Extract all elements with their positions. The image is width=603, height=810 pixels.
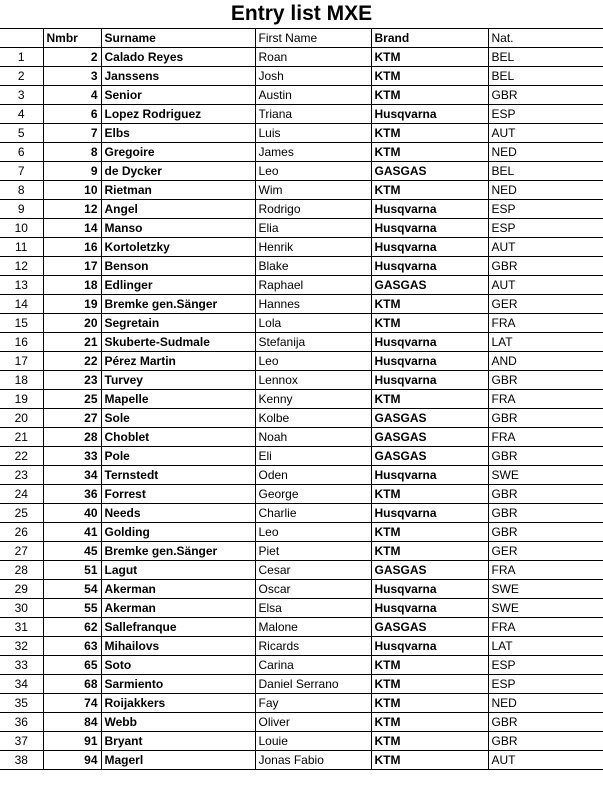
rider-number: 55: [43, 599, 101, 618]
rider-first-name: Leo: [255, 352, 371, 371]
table-row: [0, 238, 603, 257]
rider-surname: Lopez Rodriguez: [101, 105, 255, 124]
rider-nationality: FRA: [488, 561, 603, 580]
row-index: 33: [0, 656, 43, 675]
rider-number: 10: [43, 181, 101, 200]
rider-number: 7: [43, 124, 101, 143]
table-row: [0, 371, 603, 390]
row-index: 27: [0, 542, 43, 561]
rider-surname: Turvey: [101, 371, 255, 390]
rider-number: 2: [43, 48, 101, 67]
rider-brand: KTM: [371, 694, 488, 713]
table-row: [0, 504, 603, 523]
rider-brand: KTM: [371, 675, 488, 694]
table-row: [0, 124, 603, 143]
rider-brand: GASGAS: [371, 447, 488, 466]
rider-surname: Calado Reyes: [101, 48, 255, 67]
header-first-name: First Name: [255, 29, 371, 48]
rider-nationality: SWE: [488, 466, 603, 485]
table-row: [0, 751, 603, 770]
rider-surname: Bryant: [101, 732, 255, 751]
rider-first-name: Leo: [255, 523, 371, 542]
table-row: [0, 637, 603, 656]
rider-surname: Sallefranque: [101, 618, 255, 637]
row-index: 19: [0, 390, 43, 409]
rider-first-name: Louie: [255, 732, 371, 751]
header-surname: Surname: [101, 29, 255, 48]
rider-brand: KTM: [371, 295, 488, 314]
rider-nationality: GBR: [488, 447, 603, 466]
table-row: [0, 67, 603, 86]
rider-number: 18: [43, 276, 101, 295]
rider-number: 22: [43, 352, 101, 371]
rider-surname: Akerman: [101, 599, 255, 618]
rider-first-name: Oliver: [255, 713, 371, 732]
rider-first-name: Daniel Serrano: [255, 675, 371, 694]
rider-number: 9: [43, 162, 101, 181]
rider-nationality: FRA: [488, 314, 603, 333]
rider-first-name: Rodrigo: [255, 200, 371, 219]
row-index: 32: [0, 637, 43, 656]
rider-first-name: Lola: [255, 314, 371, 333]
rider-nationality: GER: [488, 542, 603, 561]
row-index: 6: [0, 143, 43, 162]
rider-first-name: Malone: [255, 618, 371, 637]
table-row: [0, 143, 603, 162]
rider-nationality: ESP: [488, 219, 603, 238]
rider-brand: Husqvarna: [371, 105, 488, 124]
rider-surname: Golding: [101, 523, 255, 542]
rider-number: 40: [43, 504, 101, 523]
table-row: [0, 561, 603, 580]
rider-surname: Choblet: [101, 428, 255, 447]
table-row: [0, 713, 603, 732]
rider-brand: KTM: [371, 523, 488, 542]
rider-brand: KTM: [371, 751, 488, 770]
rider-nationality: AND: [488, 352, 603, 371]
rider-nationality: GBR: [488, 257, 603, 276]
rider-nationality: AUT: [488, 238, 603, 257]
row-index: 12: [0, 257, 43, 276]
rider-nationality: GBR: [488, 523, 603, 542]
rider-first-name: Wim: [255, 181, 371, 200]
rider-brand: Husqvarna: [371, 371, 488, 390]
rider-first-name: Josh: [255, 67, 371, 86]
rider-number: 12: [43, 200, 101, 219]
rider-surname: Skuberte-Sudmale: [101, 333, 255, 352]
rider-surname: Benson: [101, 257, 255, 276]
rider-surname: Mihailovs: [101, 637, 255, 656]
rider-nationality: BEL: [488, 67, 603, 86]
rider-first-name: Eli: [255, 447, 371, 466]
rider-surname: Sole: [101, 409, 255, 428]
rider-number: 33: [43, 447, 101, 466]
rider-number: 51: [43, 561, 101, 580]
table-row: [0, 105, 603, 124]
rider-nationality: NED: [488, 181, 603, 200]
row-index: 23: [0, 466, 43, 485]
table-row: [0, 580, 603, 599]
rider-surname: Akerman: [101, 580, 255, 599]
row-index: 30: [0, 599, 43, 618]
rider-surname: Soto: [101, 656, 255, 675]
rider-number: 91: [43, 732, 101, 751]
rider-surname: Ternstedt: [101, 466, 255, 485]
rider-nationality: LAT: [488, 333, 603, 352]
row-index: 5: [0, 124, 43, 143]
rider-nationality: SWE: [488, 580, 603, 599]
rider-brand: GASGAS: [371, 618, 488, 637]
rider-nationality: AUT: [488, 751, 603, 770]
rider-number: 68: [43, 675, 101, 694]
rider-surname: Angel: [101, 200, 255, 219]
table-row: [0, 447, 603, 466]
rider-brand: GASGAS: [371, 561, 488, 580]
row-index: 25: [0, 504, 43, 523]
rider-nationality: GBR: [488, 504, 603, 523]
rider-surname: Gregoire: [101, 143, 255, 162]
rider-surname: Magerl: [101, 751, 255, 770]
rider-nationality: GBR: [488, 86, 603, 105]
table-row: [0, 257, 603, 276]
table-row: [0, 48, 603, 67]
rider-nationality: BEL: [488, 48, 603, 67]
rider-brand: Husqvarna: [371, 333, 488, 352]
rider-surname: Bremke gen.Sänger: [101, 295, 255, 314]
rider-brand: Husqvarna: [371, 238, 488, 257]
header-row: [0, 29, 603, 48]
table-row: [0, 276, 603, 295]
rider-brand: GASGAS: [371, 276, 488, 295]
rider-first-name: James: [255, 143, 371, 162]
row-index: 4: [0, 105, 43, 124]
row-index: 13: [0, 276, 43, 295]
rider-first-name: Blake: [255, 257, 371, 276]
row-index: 18: [0, 371, 43, 390]
rider-surname: Forrest: [101, 485, 255, 504]
rider-first-name: Triana: [255, 105, 371, 124]
rider-first-name: Elia: [255, 219, 371, 238]
table-row: [0, 523, 603, 542]
rider-surname: Needs: [101, 504, 255, 523]
rider-first-name: Noah: [255, 428, 371, 447]
rider-nationality: BEL: [488, 162, 603, 181]
rider-number: 34: [43, 466, 101, 485]
table-row: [0, 219, 603, 238]
table-row: [0, 314, 603, 333]
rider-number: 28: [43, 428, 101, 447]
rider-number: 6: [43, 105, 101, 124]
rider-first-name: Ricards: [255, 637, 371, 656]
table-row: [0, 86, 603, 105]
rider-brand: Husqvarna: [371, 504, 488, 523]
rider-number: 74: [43, 694, 101, 713]
table-row: [0, 352, 603, 371]
row-index: 16: [0, 333, 43, 352]
rider-number: 36: [43, 485, 101, 504]
rider-first-name: Charlie: [255, 504, 371, 523]
page-title: Entry list MXE: [0, 0, 603, 29]
rider-number: 8: [43, 143, 101, 162]
rider-nationality: FRA: [488, 390, 603, 409]
rider-number: 84: [43, 713, 101, 732]
table-row: [0, 618, 603, 637]
rider-surname: Pérez Martin: [101, 352, 255, 371]
rider-first-name: Kolbe: [255, 409, 371, 428]
rider-first-name: Raphael: [255, 276, 371, 295]
rider-first-name: Roan: [255, 48, 371, 67]
rider-brand: GASGAS: [371, 428, 488, 447]
rider-nationality: ESP: [488, 200, 603, 219]
rider-nationality: FRA: [488, 428, 603, 447]
rider-number: 63: [43, 637, 101, 656]
rider-first-name: Leo: [255, 162, 371, 181]
row-index: 20: [0, 409, 43, 428]
table-row: [0, 485, 603, 504]
row-index: 29: [0, 580, 43, 599]
row-index: 1: [0, 48, 43, 67]
rider-first-name: Carina: [255, 656, 371, 675]
rider-first-name: Henrik: [255, 238, 371, 257]
rider-number: 94: [43, 751, 101, 770]
table-row: [0, 694, 603, 713]
rider-surname: Pole: [101, 447, 255, 466]
row-index: 9: [0, 200, 43, 219]
rider-nationality: GER: [488, 295, 603, 314]
rider-brand: KTM: [371, 542, 488, 561]
table-row: [0, 409, 603, 428]
rider-nationality: GBR: [488, 732, 603, 751]
rider-brand: KTM: [371, 390, 488, 409]
rider-first-name: Piet: [255, 542, 371, 561]
rider-first-name: Oscar: [255, 580, 371, 599]
rider-surname: Segretain: [101, 314, 255, 333]
rider-number: 17: [43, 257, 101, 276]
row-index: 8: [0, 181, 43, 200]
rider-number: 41: [43, 523, 101, 542]
table-row: [0, 732, 603, 751]
rider-number: 25: [43, 390, 101, 409]
row-index: 22: [0, 447, 43, 466]
row-index: 37: [0, 732, 43, 751]
rider-nationality: NED: [488, 694, 603, 713]
table-row: [0, 295, 603, 314]
rider-first-name: Hannes: [255, 295, 371, 314]
rider-first-name: Jonas Fabio: [255, 751, 371, 770]
table-row: [0, 162, 603, 181]
table-row: [0, 200, 603, 219]
rider-number: 62: [43, 618, 101, 637]
rider-first-name: Elsa: [255, 599, 371, 618]
rider-surname: Janssens: [101, 67, 255, 86]
rider-brand: Husqvarna: [371, 637, 488, 656]
rider-brand: KTM: [371, 143, 488, 162]
row-index: 36: [0, 713, 43, 732]
rider-first-name: Oden: [255, 466, 371, 485]
rider-first-name: Luis: [255, 124, 371, 143]
rider-brand: Husqvarna: [371, 580, 488, 599]
rider-surname: Bremke gen.Sänger: [101, 542, 255, 561]
rider-number: 65: [43, 656, 101, 675]
table-row: [0, 466, 603, 485]
rider-number: 45: [43, 542, 101, 561]
row-index: 3: [0, 86, 43, 105]
table-row: [0, 428, 603, 447]
row-index: 2: [0, 67, 43, 86]
rider-nationality: FRA: [488, 618, 603, 637]
rider-number: 23: [43, 371, 101, 390]
rider-number: 21: [43, 333, 101, 352]
rider-surname: Mapelle: [101, 390, 255, 409]
rider-brand: Husqvarna: [371, 200, 488, 219]
rider-first-name: Fay: [255, 694, 371, 713]
rider-nationality: GBR: [488, 713, 603, 732]
rider-nationality: GBR: [488, 485, 603, 504]
rider-surname: Webb: [101, 713, 255, 732]
rider-number: 27: [43, 409, 101, 428]
rider-surname: Lagut: [101, 561, 255, 580]
header-index: [0, 29, 43, 48]
rider-brand: Husqvarna: [371, 599, 488, 618]
rider-brand: GASGAS: [371, 162, 488, 181]
row-index: 15: [0, 314, 43, 333]
rider-nationality: GBR: [488, 409, 603, 428]
rider-surname: de Dycker: [101, 162, 255, 181]
rider-brand: KTM: [371, 124, 488, 143]
rider-brand: KTM: [371, 67, 488, 86]
rider-first-name: Stefanija: [255, 333, 371, 352]
rider-brand: KTM: [371, 485, 488, 504]
rider-first-name: Austin: [255, 86, 371, 105]
rider-nationality: NED: [488, 143, 603, 162]
rider-brand: Husqvarna: [371, 352, 488, 371]
header-number: Nmbr: [43, 29, 101, 48]
rider-surname: Senior: [101, 86, 255, 105]
rider-number: 54: [43, 580, 101, 599]
rider-surname: Elbs: [101, 124, 255, 143]
rider-brand: KTM: [371, 732, 488, 751]
row-index: 28: [0, 561, 43, 580]
rider-number: 14: [43, 219, 101, 238]
rider-number: 20: [43, 314, 101, 333]
rider-brand: KTM: [371, 48, 488, 67]
rider-nationality: ESP: [488, 656, 603, 675]
rider-nationality: AUT: [488, 124, 603, 143]
rider-brand: KTM: [371, 713, 488, 732]
header-brand: Brand: [371, 29, 488, 48]
rider-surname: Roijakkers: [101, 694, 255, 713]
rider-number: 4: [43, 86, 101, 105]
rider-nationality: ESP: [488, 675, 603, 694]
table-row: [0, 390, 603, 409]
rider-surname: Rietman: [101, 181, 255, 200]
table-row: [0, 333, 603, 352]
header-nat: Nat.: [488, 29, 603, 48]
table-row: [0, 599, 603, 618]
rider-number: 3: [43, 67, 101, 86]
rider-nationality: SWE: [488, 599, 603, 618]
rider-brand: Husqvarna: [371, 219, 488, 238]
rider-nationality: ESP: [488, 105, 603, 124]
table-row: [0, 542, 603, 561]
table-row: [0, 675, 603, 694]
row-index: 11: [0, 238, 43, 257]
rider-first-name: Cesar: [255, 561, 371, 580]
rider-brand: GASGAS: [371, 409, 488, 428]
rider-nationality: GBR: [488, 371, 603, 390]
row-index: 26: [0, 523, 43, 542]
row-index: 21: [0, 428, 43, 447]
rider-nationality: LAT: [488, 637, 603, 656]
rider-surname: Sarmiento: [101, 675, 255, 694]
row-index: 17: [0, 352, 43, 371]
rider-brand: Husqvarna: [371, 466, 488, 485]
row-index: 31: [0, 618, 43, 637]
row-index: 24: [0, 485, 43, 504]
rider-first-name: Lennox: [255, 371, 371, 390]
row-index: 7: [0, 162, 43, 181]
rider-first-name: George: [255, 485, 371, 504]
rider-brand: Husqvarna: [371, 257, 488, 276]
table-row: [0, 181, 603, 200]
rider-brand: KTM: [371, 656, 488, 675]
row-index: 38: [0, 751, 43, 770]
rider-surname: Kortoletzky: [101, 238, 255, 257]
rider-number: 16: [43, 238, 101, 257]
row-index: 34: [0, 675, 43, 694]
rider-brand: KTM: [371, 181, 488, 200]
table-row: [0, 656, 603, 675]
rider-surname: Edlinger: [101, 276, 255, 295]
title-row: [0, 0, 603, 29]
row-index: 35: [0, 694, 43, 713]
rider-brand: KTM: [371, 314, 488, 333]
rider-first-name: Kenny: [255, 390, 371, 409]
rider-brand: KTM: [371, 86, 488, 105]
rider-number: 19: [43, 295, 101, 314]
row-index: 14: [0, 295, 43, 314]
row-index: 10: [0, 219, 43, 238]
rider-nationality: AUT: [488, 276, 603, 295]
rider-surname: Manso: [101, 219, 255, 238]
